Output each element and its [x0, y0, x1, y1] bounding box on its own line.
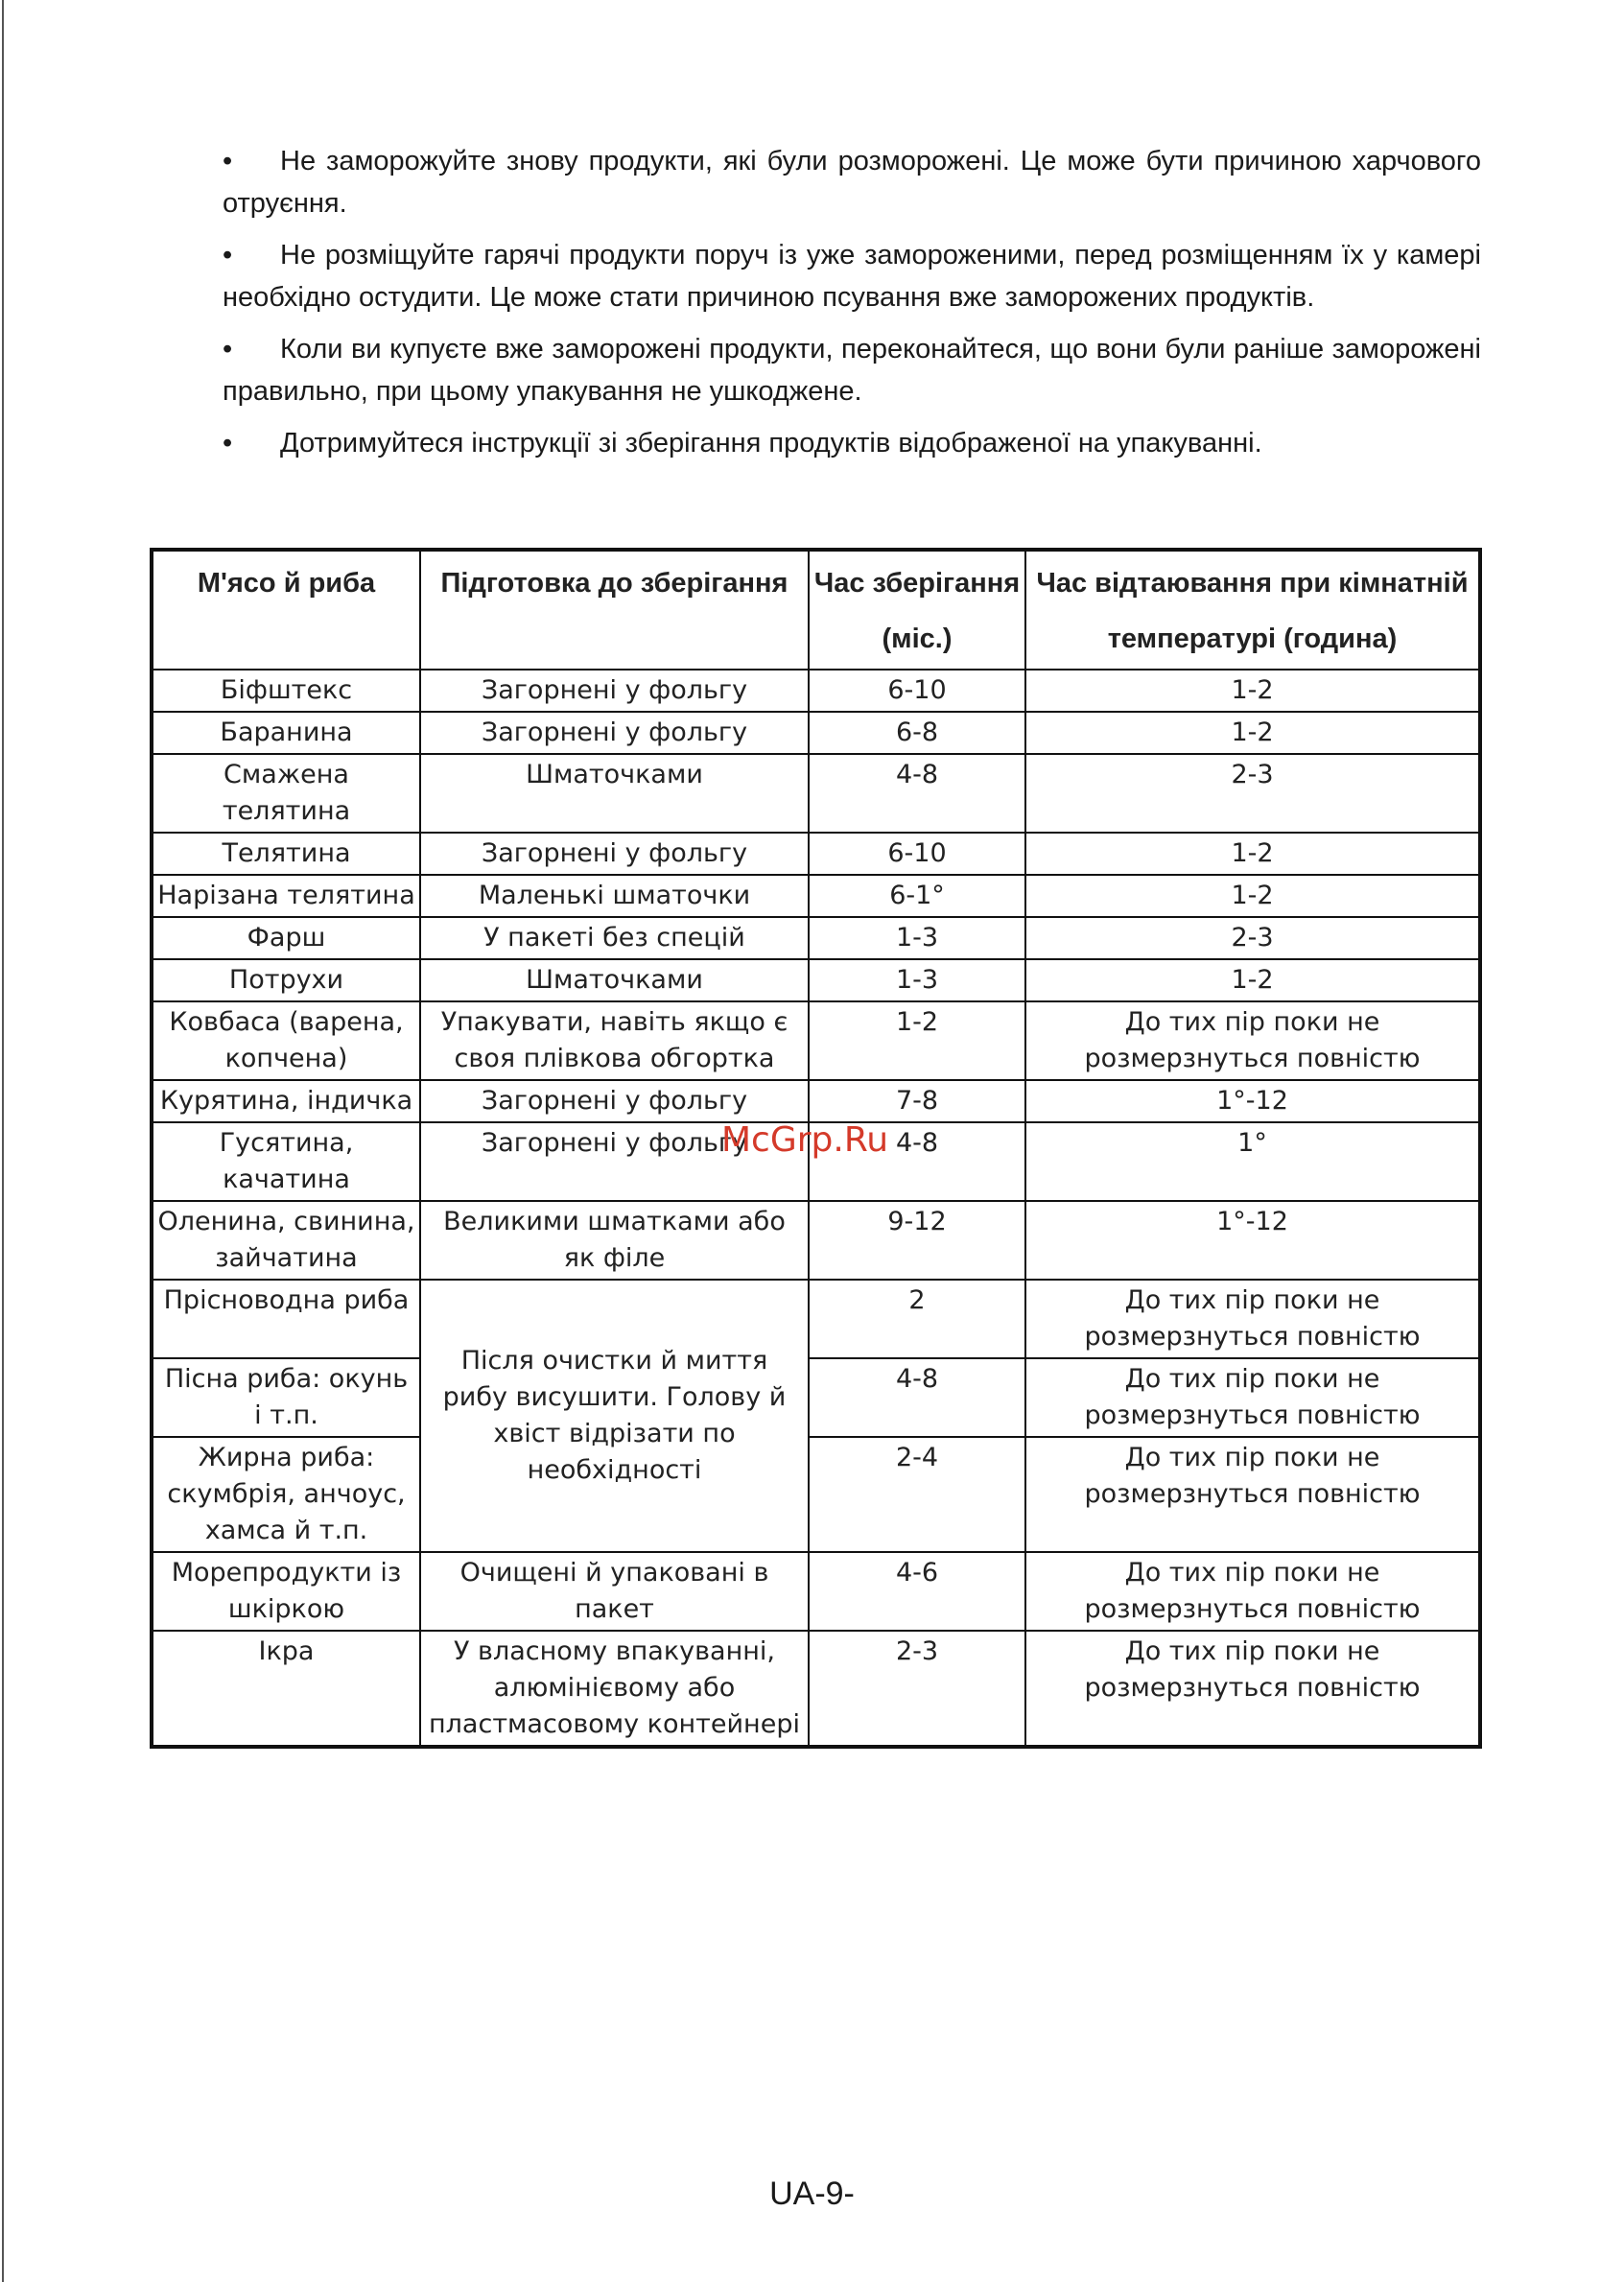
cell-storage: 6-8 [809, 712, 1025, 754]
cell-product: Смажена телятина [152, 754, 420, 833]
cell-preparation: Шматочками [420, 959, 809, 1001]
cell-storage: 2-3 [809, 1631, 1025, 1747]
cell-thaw: 1-2 [1025, 875, 1480, 917]
cell-storage: 6-10 [809, 670, 1025, 712]
table-row [152, 712, 1480, 754]
cell-thaw: 1-2 [1025, 670, 1480, 712]
cell-product: Прісноводна риба [152, 1280, 420, 1358]
header-meat-fish: М'ясо й риба [152, 550, 420, 670]
cell-thaw: До тих пір поки не розмерзнуться повністю [1025, 1358, 1480, 1437]
cell-preparation: Шматочками [420, 754, 809, 833]
cell-thaw: 1-2 [1025, 712, 1480, 754]
cell-product: Баранина [152, 712, 420, 754]
cell-preparation: Загорнені у фольгу [420, 712, 809, 754]
cell-storage: 4-8 [809, 1358, 1025, 1437]
cell-thaw: 1° [1025, 1122, 1480, 1201]
bullet-item: • Дотримуйтеся інструкції зі зберігання продуктів відображеної на упакуванні. [223, 428, 1262, 459]
cell-thaw: 1°-12 [1025, 1080, 1480, 1122]
table-row [152, 1280, 1480, 1358]
cell-storage: 2-4 [809, 1437, 1025, 1552]
cell-product: Біфштекс [152, 670, 420, 712]
cell-preparation: У пакеті без спецій [420, 917, 809, 959]
cell-storage: 4-8 [809, 1122, 1025, 1201]
cell-product: Курятина, індичка [152, 1080, 420, 1122]
table-row [152, 1631, 1480, 1747]
table-row [152, 1437, 1480, 1552]
cell-product: Пісна риба: окунь і т.п. [152, 1358, 420, 1437]
cell-thaw: До тих пір поки не розмерзнуться повністю [1025, 1552, 1480, 1631]
bullet-item: • Не заморожуйте знову продукти, які були розморожені. Це може бути причиною харчового отруєння. [223, 146, 1481, 219]
table-body [152, 670, 1480, 1747]
table-header-row [152, 550, 1480, 670]
cell-preparation: Загорнені у фольгу [420, 670, 809, 712]
cell-product: Потрухи [152, 959, 420, 1001]
table-row [152, 875, 1480, 917]
page-border [2, 0, 4, 2282]
table-row [152, 1080, 1480, 1122]
table-row [152, 833, 1480, 875]
cell-preparation: Загорнені у фольгу [420, 833, 809, 875]
bullet-item: • Коли ви купуєте вже заморожені продукти, переконайтеся, що вони були раніше заморожені правильно, при цьому упакування не ушкоджене. [223, 334, 1481, 407]
cell-preparation: Упакувати, навіть якщо є своя плівкова обгортка [420, 1001, 809, 1080]
cell-storage: 9-12 [809, 1201, 1025, 1280]
cell-storage: 1-3 [809, 959, 1025, 1001]
cell-storage: 4-8 [809, 754, 1025, 833]
cell-product: Ковбаса (варена, копчена) [152, 1001, 420, 1080]
cell-product: Жирна риба: скумбрія, анчоус, хамса й т.п. [152, 1437, 420, 1552]
cell-preparation: Очищені й упаковані в пакет [420, 1552, 809, 1631]
cell-storage: 7-8 [809, 1080, 1025, 1122]
cell-storage: 1-3 [809, 917, 1025, 959]
table-row [152, 917, 1480, 959]
bullet-item: • Не розміщуйте гарячі продукти поруч із уже замороженими, перед розміщенням їх у камері необхідно остудити. Це може стати причиною псування вже заморожених продуктів. [223, 240, 1481, 313]
cell-thaw: 1°-12 [1025, 1201, 1480, 1280]
cell-preparation: У власному впакуванні, алюмінієвому або пластмасовому контейнері [420, 1631, 809, 1747]
cell-thaw: До тих пір поки не розмерзнуться повністю [1025, 1631, 1480, 1747]
table-row [152, 1358, 1480, 1437]
header-storage-time: Час зберігання (міс.) [809, 550, 1025, 670]
cell-product: Нарізана телятина [152, 875, 420, 917]
cell-storage: 2 [809, 1280, 1025, 1358]
cell-product: Оленина, свинина, зайчатина [152, 1201, 420, 1280]
cell-storage: 1-2 [809, 1001, 1025, 1080]
bullet-list [223, 140, 1481, 474]
table-row [152, 1001, 1480, 1080]
cell-storage: 4-6 [809, 1552, 1025, 1631]
cell-preparation: Великими шматками або як філе [420, 1201, 809, 1280]
cell-thaw: 2-3 [1025, 917, 1480, 959]
cell-thaw: 1-2 [1025, 833, 1480, 875]
cell-thaw: 1-2 [1025, 959, 1480, 1001]
cell-product: Морепродукти із шкіркою [152, 1552, 420, 1631]
header-preparation: Підготовка до зберігання [420, 550, 809, 670]
watermark: McGrp.Ru [721, 1120, 889, 1160]
cell-product: Гусятина, качатина [152, 1122, 420, 1201]
header-thaw-time: Час відтаювання при кімнатній температурі (година) [1025, 550, 1480, 670]
cell-thaw: До тих пір поки не розмерзнуться повністю [1025, 1437, 1480, 1552]
cell-preparation: Загорнені у фольгу [420, 1122, 809, 1201]
table-row [152, 959, 1480, 1001]
table-row [152, 670, 1480, 712]
cell-product: Телятина [152, 833, 420, 875]
cell-preparation: Маленькі шматочки [420, 875, 809, 917]
table-row [152, 754, 1480, 833]
cell-thaw: 2-3 [1025, 754, 1480, 833]
cell-thaw: До тих пір поки не розмерзнуться повністю [1025, 1001, 1480, 1080]
cell-product: Фарш [152, 917, 420, 959]
cell-preparation: Після очистки й миття рибу висушити. Голову й хвіст відрізати по необхідності [420, 1280, 809, 1552]
page-number: UA-9- [769, 2176, 855, 2212]
cell-product: Ікра [152, 1631, 420, 1747]
cell-storage: 6-1° [809, 875, 1025, 917]
cell-preparation: Загорнені у фольгу [420, 1080, 809, 1122]
cell-thaw: До тих пір поки не розмерзнуться повністю [1025, 1280, 1480, 1358]
table-row [152, 1552, 1480, 1631]
cell-storage: 6-10 [809, 833, 1025, 875]
table-row [152, 1201, 1480, 1280]
